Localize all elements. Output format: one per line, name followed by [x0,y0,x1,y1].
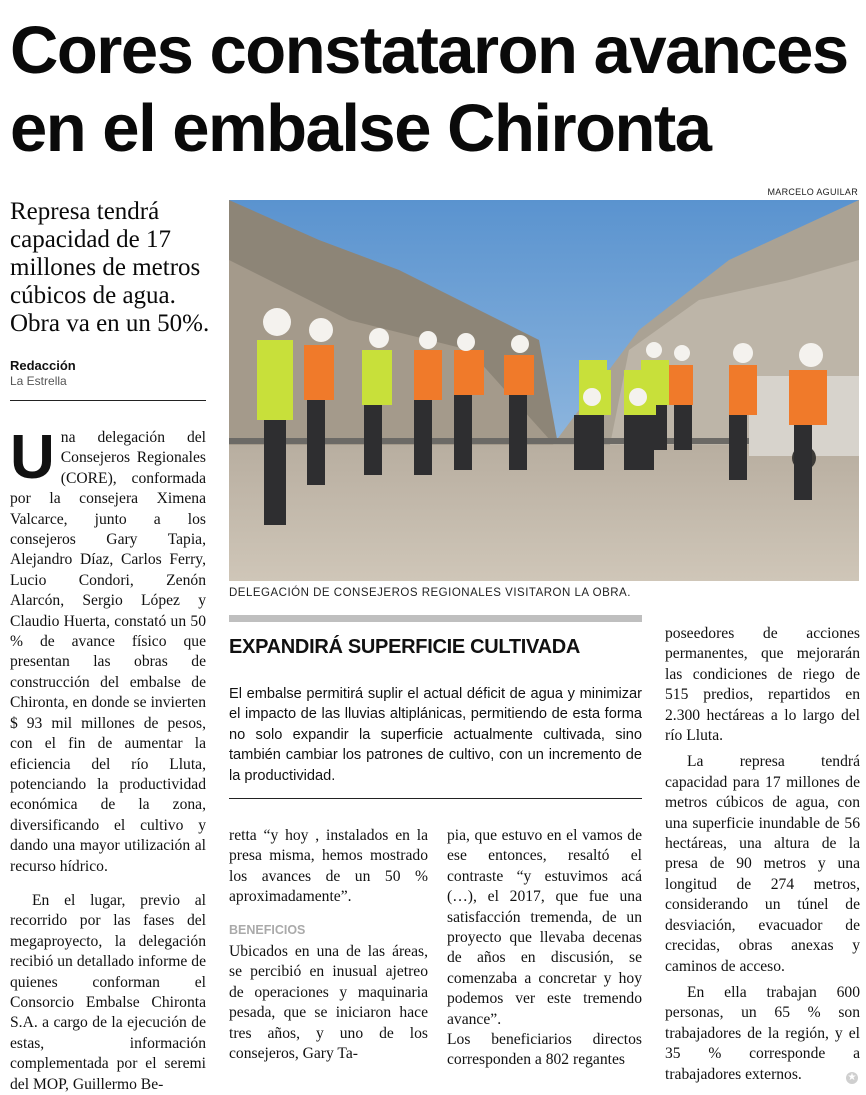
article-photo [229,200,859,581]
drop-cap: U [10,423,55,492]
headline [10,12,860,168]
deck [10,198,210,338]
star-icon: ★ [847,1072,857,1083]
byline-outlet: La Estrella [10,374,67,388]
sidebar-title: EXPANDIRÁ SUPERFICIE CULTIVADA [229,636,581,658]
deck-line-1: Represa tendrá [10,198,160,225]
deck-line-3: millones de metros [10,254,201,281]
paragraph: Los beneficiarios directos corresponden a 802 regantes [447,1031,642,1069]
paragraph: En ella trabajan 600 personas, un 65 % son trabajadores de la región, y el 35 % corresponde a trabajadores externos. [665,983,860,1083]
headline-line-2: en el embalse Chironta [10,91,711,166]
byline [10,358,210,388]
headline-line-1: Cores constataron avances [10,13,848,88]
paragraph [10,423,206,877]
byline-author: Redacción [10,358,76,373]
subheading: BENEFICIOS [229,922,306,937]
article-column-4 [665,624,860,1085]
byline-divider [10,400,206,401]
construction-site-photo [229,200,859,581]
deck-line-2: capacidad de 17 [10,226,172,253]
paragraph: pia, que estuvo en el vamos de ese entonces, resaltó el contraste “y estuvimos acá (…), el 2017, que fue una satisfacción tremenda, de un proyecto que llevaba decenas de años en discusión, se comenzaba a concretar y hoy podemos ver este tremendo avance”. [447,827,642,1028]
article-column-1 [10,423,206,1095]
photo-credit: MARCELO AGUILAR [767,187,858,197]
paragraph: poseedores de acciones permanentes, que mejorarán las condiciones de riego de 515 predios, repartidos en 2.300 hectáreas a lo largo del río Lluta. [665,625,860,745]
article-column-2 [229,826,428,1064]
photo-caption: DELEGACIÓN DE CONSEJEROS REGIONALES VISITARON LA OBRA. [229,587,631,599]
deck-line-5: Obra va en un 50%. [10,310,210,337]
sidebar-divider [229,798,642,799]
paragraph: Ubicados en una de las áreas, se percibió en inusual ajetreo de operaciones y maquinaria pesada, que se iniciaron hace tres años, y uno de los consejeros, Gary Ta- [229,943,428,1063]
paragraph: En el lugar, previo al recorrido por las fases del megaproyecto, la delegación recibió un detallado informe de quienes conforman el Consorcio Embalse Chironta S.A. a cargo de la ejecución de estas, información complementada por el seremi del MOP, Guillermo Be- [10,891,206,1093]
paragraph: retta “y hoy , instalados en la presa misma, hemos mostrado los avances de un 50 % aproximadamente”. [229,827,428,906]
sidebar-text: El embalse permitirá suplir el actual déficit de agua y minimizar el impacto de las lluvias altiplánicas, permitiendo de esta forma no solo expandir la superficie actualmente cultivada, sino también cambiar los patrones de cultivo, con un incremento de la productividad. [229,686,642,784]
paragraph-text: na delegación del Consejeros Regionales (CORE), conformada por la consejera Ximena Valcarce, junto a los consejeros Gary Tapia, Alejandro Díaz, Carlos Ferry, Lucio Condori, Zenón Alarcón, Sergio López y Claudio Huerta, constató un 50 % de avance físico que presentan las obras de construcción del embalse de Chironta, en donde se invierten $ 93 mil millones de pesos, con el fin de aumentar la eficiencia del río Lluta, potenciando la productividad económica de la zona, diversificando el cultivo y dando una mayor utilización al recurso hídrico. [10,429,206,875]
article-column-3 [447,826,642,1071]
deck-line-4: cúbicos de agua. [10,282,176,309]
sidebar-bar [229,615,642,622]
paragraph: La represa tendrá capacidad para 17 millones de metros cúbicos de agua, con una superficie inundable de 56 hectáreas, una altura de la presa de 90 metros y una longitud de 274 metros, considerando un túnel de desviación, evacuador de crecidas, obras anexas y caminos de acceso. [665,753,860,975]
